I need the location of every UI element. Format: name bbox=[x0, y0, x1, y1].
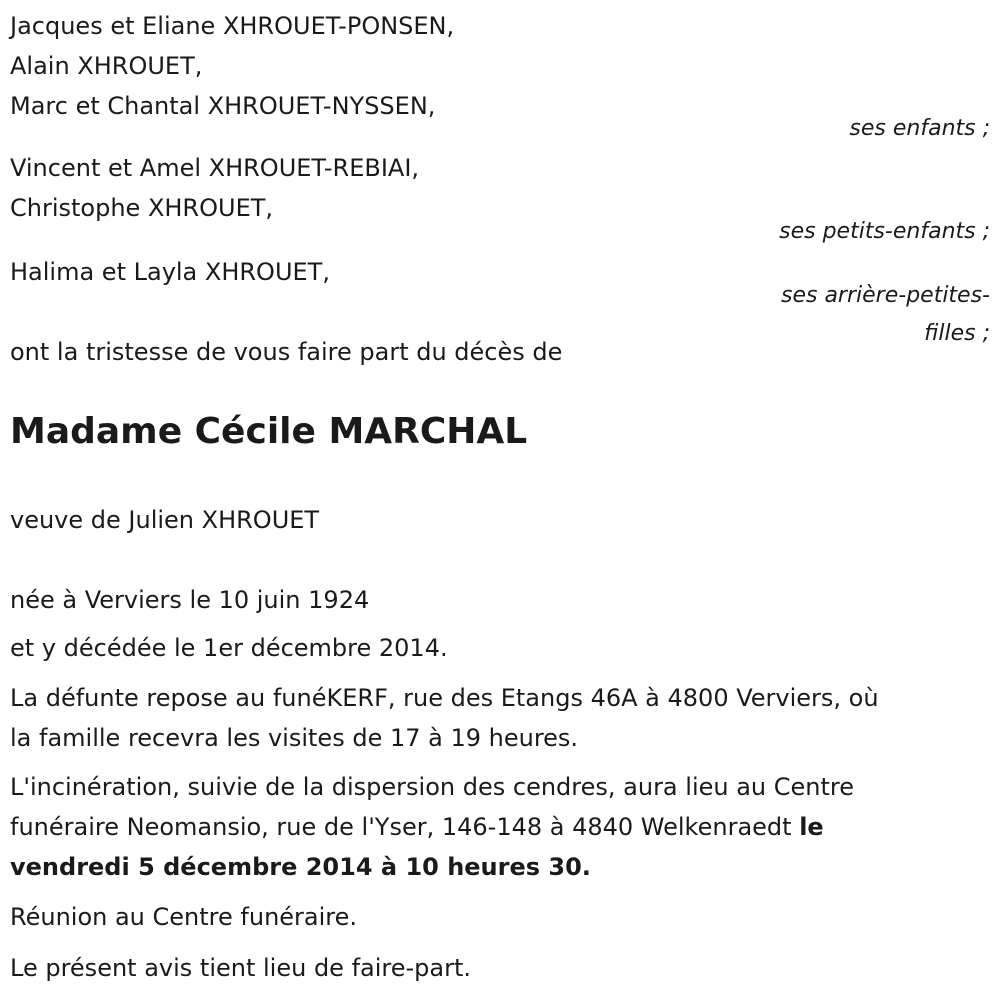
cremation-location: funéraire Neomansio, rue de l'Yser, 146-148 à 4840 Welkenraedt bbox=[10, 813, 800, 841]
great-grandchild-line: Halima et Layla XHROUET, bbox=[10, 258, 330, 286]
deceased-name: Madame Cécile MARCHAL bbox=[10, 411, 528, 452]
cremation-date bbox=[10, 847, 591, 887]
grandchildren-relation: ses petits-enfants ; bbox=[779, 219, 990, 244]
cremation-date-start: le bbox=[799, 813, 824, 841]
birth-info: née à Verviers le 10 juin 1924 bbox=[10, 586, 370, 614]
child-line: Jacques et Eliane XHROUET-PONSEN, bbox=[10, 12, 455, 40]
great-grandchildren-relation-line1: ses arrière-petites- bbox=[781, 283, 990, 308]
grandchild-line: Vincent et Amel XHROUET-REBIAI, bbox=[10, 154, 420, 182]
grandchild-line: Christophe XHROUET, bbox=[10, 194, 274, 222]
cremation-date-text: vendredi 5 décembre 2014 à 10 heures 30. bbox=[10, 853, 591, 881]
cremation-line: L'incinération, suivie de la dispersion des cendres, aura lieu au Centre bbox=[10, 773, 855, 801]
child-line: Alain XHROUET, bbox=[10, 52, 203, 80]
great-grandchildren-relation-line2: filles ; bbox=[924, 321, 990, 346]
announcement-text: ont la tristesse de vous faire part du décès de bbox=[10, 338, 563, 366]
repose-line: la famille recevra les visites de 17 à 19 heures. bbox=[10, 724, 579, 752]
widow-of: veuve de Julien XHROUET bbox=[10, 506, 320, 534]
repose-line: La défunte repose au funéKERF, rue des Etangs 46A à 4800 Verviers, où bbox=[10, 684, 879, 712]
meeting-info: Réunion au Centre funéraire. bbox=[10, 903, 358, 931]
notice-text: Le présent avis tient lieu de faire-part. bbox=[10, 954, 472, 982]
cremation-line bbox=[10, 807, 824, 847]
death-info: et y décédée le 1er décembre 2014. bbox=[10, 634, 448, 662]
child-line: Marc et Chantal XHROUET-NYSSEN, bbox=[10, 92, 436, 120]
children-relation: ses enfants ; bbox=[849, 116, 990, 141]
